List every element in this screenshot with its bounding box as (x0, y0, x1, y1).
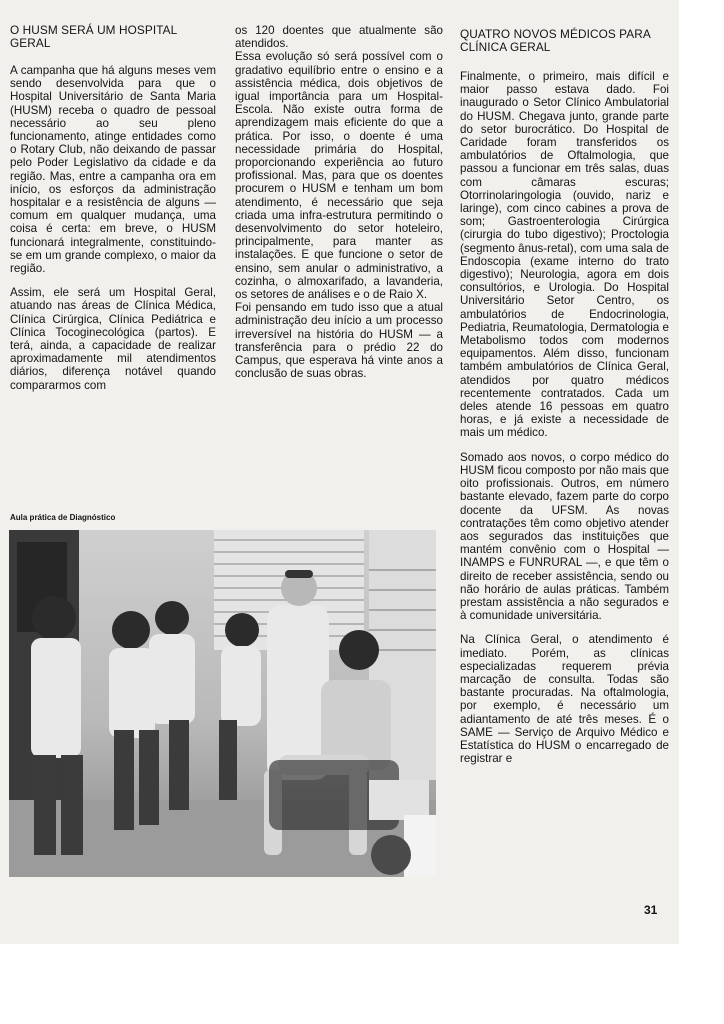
paragraph: Essa evolução só será possível com o gradativo equilíbrio entre o ensino e a assistência médica, dois objetivos de igual importância para um Hospital-Escola. Não existe outra forma de aprendizagem mais eficiente do que a prática. Por isso, o doente é uma necessidade primária do Hospital, proporcionando experiência ao futuro profissional. Mas, para que os doentes procurem o HUSM e tenham um bom atendimento, é necessário que seja criada uma infra-estrutura permitindo o desenvolvimento do setor hoteleiro, principalmente, para manter as instalações. E que funcione o setor de ensino, sem anular o administrativo, a cozinha, o almoxarifado, a lavanderia, os setores de análises e o de Raio X. (235, 50, 443, 302)
column-3 (460, 28, 669, 776)
page-number: 31 (644, 903, 658, 917)
classroom-photo (9, 530, 436, 877)
paragraph: Na Clínica Geral, o atendimento é imediato. Porém, as clínicas especializadas requerem prévia marcação de consulta. Todas são bastante procuradas. Na oftalmologia, por exemplo, é necessário um adiantamento de até três meses. É o SAME — Serviço de Arquivo Médico e Estatística do HUSM o encarregado de registrar e (460, 633, 669, 766)
article-heading: O HUSM SERÁ UM HOSPITAL GERAL (10, 23, 177, 50)
column-1 (10, 24, 216, 403)
paragraph: Assim, ele será um Hospital Geral, atuando nas áreas de Clínica Médica, Clínica Cirúrgica, Clínica Pediátrica e Clínica Tocoginecológica (partos). E terá, ainda, a capacidade de realizar aproximadamente mil atendimentos diários, diferença notável quando compararmos com (10, 286, 216, 392)
section-heading: QUATRO NOVOS MÉDICOS PARA CLÍNICA GERAL (460, 27, 651, 54)
photo-caption: Aula prática de Diagnóstico (10, 513, 116, 522)
paragraph: Finalmente, o primeiro, mais difícil e maior passo estava dado. Foi inaugurado o Setor Clínico Ambulatorial do HUSM. Chegava junto, grande parte do setor burocrático. Do Hospital de Caridade foram transferidos os ambulatórios de Oftalmologia, que passou a funcionar em três salas, duas com câmaras escuras; Otorrinolaringologia (ouvido, nariz e laringe), com cinco cabines a prova de som; Gastroenterologia Cirúrgica (cirurgia do tubo digestivo); Proctologia (segmento ânus-retal), com uma sala de Endoscopia (exame interno do trato digestivo); Neurologia, agora em dois consultórios, e Urologia. Do Hospital Universitário Setor Centro, os ambulatórios de Endocrinologia, Pediatria, Reumatologia, Dermatologia e Metabolismo todos com modernos equipamentos. Além disso, funcionam também ambulatórios de Clínica Geral, atendidos por quatro médicos recentemente contratados. Cada um deles atende 16 pessoas em quatro horas, e já existe a necessidade de mais um médico. (460, 70, 669, 440)
column-2 (235, 24, 443, 391)
paragraph: os 120 doentes que atualmente são atendidos. (235, 24, 443, 51)
paragraph: Somado aos novos, o corpo médico do HUSM ficou composto por não mais que oito profissionais. Outros, em número bastante elevado, fazem parte do corpo docente da UFSM. As novas contratações têm como objetivo atender aos segurados das instituições que mantém convênio com o Hospital — INAMPS e FUNRURAL —, e que têm o direito de receber assistência, sendo ou não horário de aulas práticas. Também prestam assistência a não segurados e à comunidade universitária. (460, 450, 669, 623)
photo-illustration (9, 530, 436, 877)
paragraph: Foi pensando em tudo isso que a atual administração deu início a um processo irreversível na história do HUSM — a transferência para o prédio 22 do Campus, que esperava há vinte anos a conclusão de suas obras. (235, 301, 443, 381)
paragraph: A campanha que há alguns meses vem sendo desenvolvida para que o Hospital Universitário de Santa Maria (HUSM) receba o quadro de pessoal necessário ao seu pleno funcionamento, atinge entidades como o Rotary Club, não deixando de passar pelo Poder Legislativo da cidade e da região. Mas, entre a campanha ora em início, os esforços da administração hospitalar e a resistência de alguns — comum em qualquer mudança, uma coisa é certa: em breve, o HUSM funcionará integralmente, constituindo-se em um grande complexo, o maior da região. (10, 64, 216, 276)
